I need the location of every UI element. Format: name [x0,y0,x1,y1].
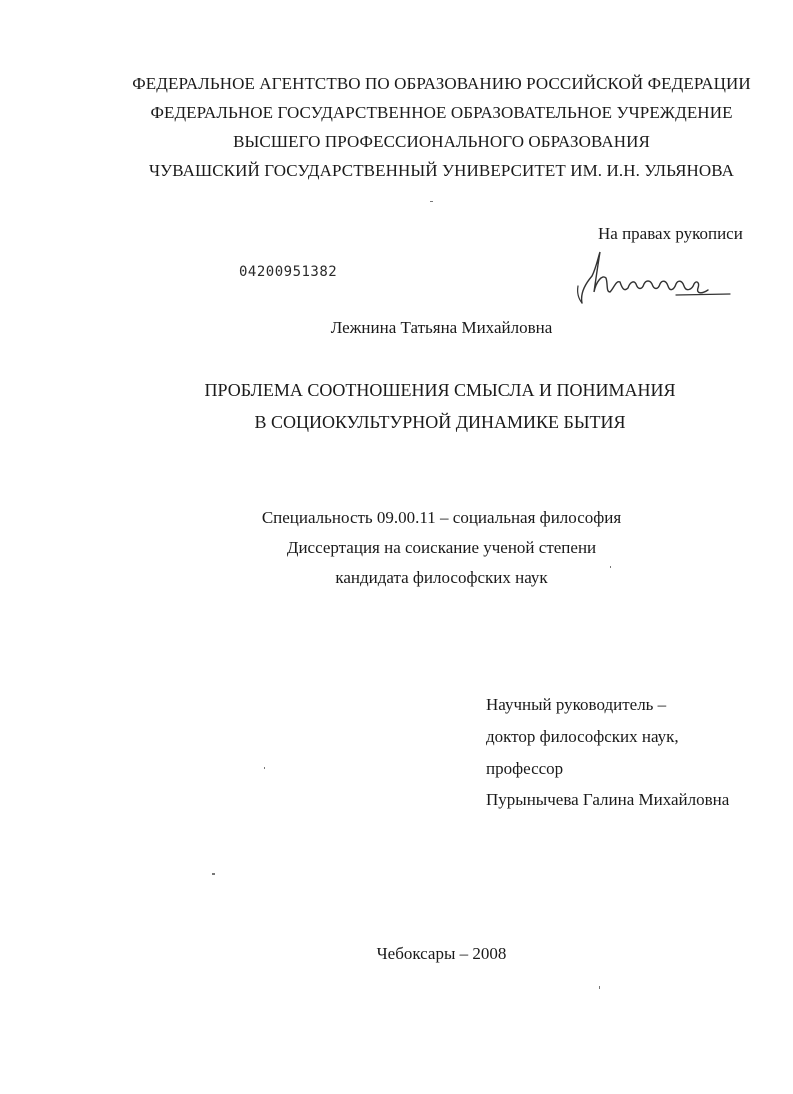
advisor-name: Пурынычева Галина Михайловна [486,790,730,809]
degree-line: Диссертация на соискание ученой степени [286,538,597,557]
catalog-number: 04200951382 [239,264,338,280]
scan-speck [212,873,215,875]
dissertation-title-line-2: В СОЦИОКУЛЬТУРНОЙ ДИНАМИКЕ БЫТИЯ [254,412,626,432]
author-name: Лежнина Татьяна Михайловна [330,318,553,337]
header-line-institution-type: ФЕДЕРАЛЬНОЕ ГОСУДАРСТВЕННОЕ ОБРАЗОВАТЕЛЬНОЕ УЧРЕЖДЕНИЕ [150,103,733,122]
author-signature [572,248,732,308]
scan-speck [430,201,433,202]
dissertation-title-line-1: ПРОБЛЕМА СООТНОШЕНИЯ СМЫСЛА И ПОНИМАНИЯ [204,380,676,400]
degree-level-line: кандидата философских наук [335,568,548,587]
header-line-education-level: ВЫСШЕГО ПРОФЕССИОНАЛЬНОГО ОБРАЗОВАНИЯ [233,132,650,151]
scan-speck [264,767,265,769]
header-line-agency: ФЕДЕРАЛЬНОЕ АГЕНТСТВО ПО ОБРАЗОВАНИЮ РОССИЙСКОЙ ФЕДЕРАЦИИ [132,74,751,93]
scan-speck [610,566,611,568]
scan-speck [599,986,600,989]
manuscript-note: На правах рукописи [598,224,743,243]
advisor-degree: доктор философских наук, [486,727,679,746]
city-year: Чебоксары – 2008 [376,944,507,963]
advisor-title: профессор [486,759,564,778]
specialty-line: Специальность 09.00.11 – социальная философия [261,508,622,527]
header-line-university: ЧУВАШСКИЙ ГОСУДАРСТВЕННЫЙ УНИВЕРСИТЕТ ИМ. И.Н. УЛЬЯНОВА [148,161,735,180]
advisor-label: Научный руководитель – [486,695,667,714]
